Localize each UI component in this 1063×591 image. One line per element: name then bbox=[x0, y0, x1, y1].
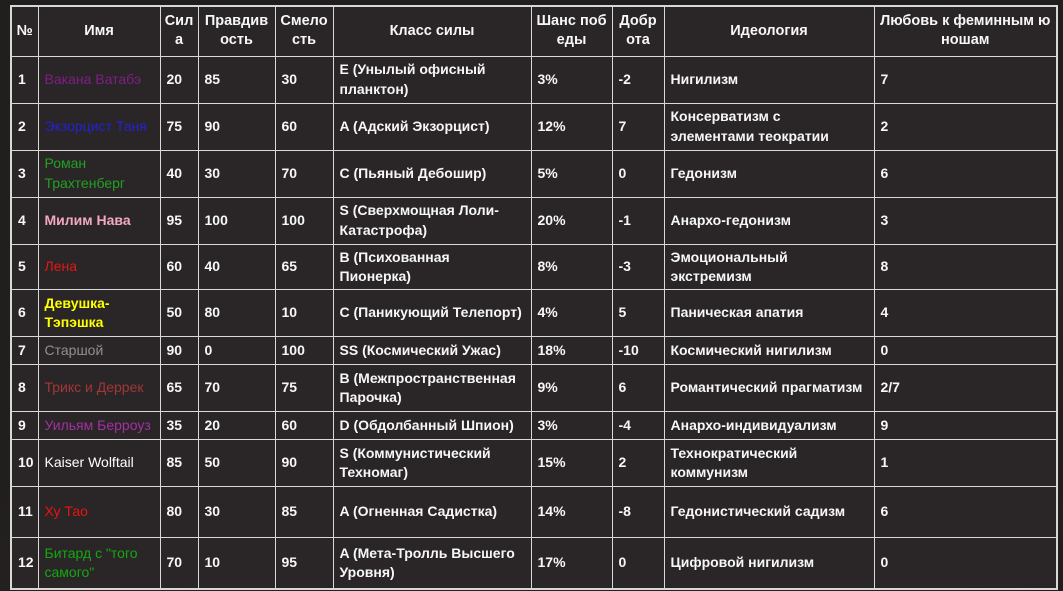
cell-name: Лена bbox=[38, 244, 160, 289]
cell-courage: 30 bbox=[275, 56, 333, 103]
column-header-win_chance: Шанс победы bbox=[531, 6, 612, 56]
table-row bbox=[11, 537, 1057, 589]
column-header-strength: Сила bbox=[160, 6, 198, 56]
cell-kindness: 6 bbox=[612, 364, 664, 411]
cell-strength: 40 bbox=[160, 150, 198, 197]
cell-kindness: -8 bbox=[612, 486, 664, 537]
cell-name: Роман Трахтенберг bbox=[38, 150, 160, 197]
cell-name: Уильям Берроуз bbox=[38, 411, 160, 439]
characters-table bbox=[10, 5, 1058, 590]
cell-love_fem_boys: 8 bbox=[874, 244, 1057, 289]
cell-name: Kaiser Wolftail bbox=[38, 439, 160, 486]
cell-ideology: Гедонизм bbox=[664, 150, 874, 197]
cell-num: 8 bbox=[11, 364, 38, 411]
cell-courage: 75 bbox=[275, 364, 333, 411]
cell-truthfulness: 20 bbox=[198, 411, 275, 439]
cell-love_fem_boys: 3 bbox=[874, 197, 1057, 244]
column-header-num: № bbox=[11, 6, 38, 56]
cell-kindness: -2 bbox=[612, 56, 664, 103]
cell-courage: 90 bbox=[275, 439, 333, 486]
cell-kindness: -1 bbox=[612, 197, 664, 244]
cell-truthfulness: 10 bbox=[198, 537, 275, 589]
cell-strength: 95 bbox=[160, 197, 198, 244]
cell-num: 4 bbox=[11, 197, 38, 244]
cell-love_fem_boys: 6 bbox=[874, 486, 1057, 537]
cell-power_class: A (Адский Экзорцист) bbox=[333, 103, 531, 150]
cell-win_chance: 20% bbox=[531, 197, 612, 244]
cell-courage: 60 bbox=[275, 103, 333, 150]
cell-courage: 100 bbox=[275, 336, 333, 364]
cell-win_chance: 9% bbox=[531, 364, 612, 411]
cell-name: Старшой bbox=[38, 336, 160, 364]
cell-love_fem_boys: 7 bbox=[874, 56, 1057, 103]
cell-truthfulness: 30 bbox=[198, 150, 275, 197]
table-row bbox=[11, 486, 1057, 537]
cell-courage: 60 bbox=[275, 411, 333, 439]
cell-power_class: S (Коммунистический Техномаг) bbox=[333, 439, 531, 486]
cell-power_class: E (Унылый офисный планктон) bbox=[333, 56, 531, 103]
cell-love_fem_boys: 9 bbox=[874, 411, 1057, 439]
cell-win_chance: 3% bbox=[531, 411, 612, 439]
cell-kindness: -3 bbox=[612, 244, 664, 289]
cell-truthfulness: 80 bbox=[198, 289, 275, 336]
cell-truthfulness: 50 bbox=[198, 439, 275, 486]
cell-win_chance: 15% bbox=[531, 439, 612, 486]
cell-kindness: -4 bbox=[612, 411, 664, 439]
cell-name: Девушка-Тэпэшка bbox=[38, 289, 160, 336]
cell-name: Ху Тао bbox=[38, 486, 160, 537]
cell-power_class: A (Огненная Садистка) bbox=[333, 486, 531, 537]
cell-num: 3 bbox=[11, 150, 38, 197]
cell-power_class: B (Психованная Пионерка) bbox=[333, 244, 531, 289]
cell-win_chance: 4% bbox=[531, 289, 612, 336]
cell-name: Милим Нава bbox=[38, 197, 160, 244]
table-row bbox=[11, 439, 1057, 486]
cell-kindness: 2 bbox=[612, 439, 664, 486]
cell-win_chance: 14% bbox=[531, 486, 612, 537]
cell-power_class: D (Обдолбанный Шпион) bbox=[333, 411, 531, 439]
table-row bbox=[11, 244, 1057, 289]
cell-win_chance: 17% bbox=[531, 537, 612, 589]
cell-ideology: Анархо-гедонизм bbox=[664, 197, 874, 244]
cell-courage: 85 bbox=[275, 486, 333, 537]
table-row bbox=[11, 56, 1057, 103]
cell-num: 12 bbox=[11, 537, 38, 589]
cell-truthfulness: 70 bbox=[198, 364, 275, 411]
table-row bbox=[11, 150, 1057, 197]
cell-ideology: Космический нигилизм bbox=[664, 336, 874, 364]
table-body bbox=[11, 56, 1057, 589]
table-row bbox=[11, 336, 1057, 364]
table-header bbox=[11, 6, 1057, 56]
cell-kindness: 7 bbox=[612, 103, 664, 150]
cell-courage: 100 bbox=[275, 197, 333, 244]
cell-love_fem_boys: 6 bbox=[874, 150, 1057, 197]
column-header-courage: Смелость bbox=[275, 6, 333, 56]
cell-love_fem_boys: 2 bbox=[874, 103, 1057, 150]
cell-courage: 10 bbox=[275, 289, 333, 336]
cell-kindness: 0 bbox=[612, 537, 664, 589]
cell-strength: 75 bbox=[160, 103, 198, 150]
cell-win_chance: 12% bbox=[531, 103, 612, 150]
cell-love_fem_boys: 1 bbox=[874, 439, 1057, 486]
cell-truthfulness: 100 bbox=[198, 197, 275, 244]
cell-ideology: Технократический коммунизм bbox=[664, 439, 874, 486]
cell-win_chance: 5% bbox=[531, 150, 612, 197]
cell-power_class: S (Сверхмощная Лоли-Катастрофа) bbox=[333, 197, 531, 244]
cell-strength: 60 bbox=[160, 244, 198, 289]
cell-num: 7 bbox=[11, 336, 38, 364]
cell-ideology: Гедонистический садизм bbox=[664, 486, 874, 537]
cell-power_class: SS (Космический Ужас) bbox=[333, 336, 531, 364]
cell-truthfulness: 30 bbox=[198, 486, 275, 537]
column-header-truthfulness: Правдивость bbox=[198, 6, 275, 56]
cell-truthfulness: 85 bbox=[198, 56, 275, 103]
cell-truthfulness: 0 bbox=[198, 336, 275, 364]
cell-ideology: Эмоциональный экстремизм bbox=[664, 244, 874, 289]
cell-strength: 50 bbox=[160, 289, 198, 336]
column-header-kindness: Доброта bbox=[612, 6, 664, 56]
cell-love_fem_boys: 4 bbox=[874, 289, 1057, 336]
cell-ideology: Цифровой нигилизм bbox=[664, 537, 874, 589]
cell-name: Трикс и Деррек bbox=[38, 364, 160, 411]
table-row bbox=[11, 289, 1057, 336]
cell-power_class: B (Межпространственная Парочка) bbox=[333, 364, 531, 411]
table-row bbox=[11, 197, 1057, 244]
cell-num: 1 bbox=[11, 56, 38, 103]
cell-win_chance: 18% bbox=[531, 336, 612, 364]
cell-power_class: C (Паникующий Телепорт) bbox=[333, 289, 531, 336]
cell-strength: 20 bbox=[160, 56, 198, 103]
cell-ideology: Романтический прагматизм bbox=[664, 364, 874, 411]
cell-strength: 85 bbox=[160, 439, 198, 486]
cell-kindness: 5 bbox=[612, 289, 664, 336]
cell-strength: 70 bbox=[160, 537, 198, 589]
table-row bbox=[11, 103, 1057, 150]
cell-strength: 90 bbox=[160, 336, 198, 364]
cell-name: Вакана Ватабэ bbox=[38, 56, 160, 103]
column-header-love_fem_boys: Любовь к феминным юношам bbox=[874, 6, 1057, 56]
cell-num: 9 bbox=[11, 411, 38, 439]
cell-love_fem_boys: 0 bbox=[874, 537, 1057, 589]
column-header-ideology: Идеология bbox=[664, 6, 874, 56]
cell-num: 11 bbox=[11, 486, 38, 537]
cell-win_chance: 8% bbox=[531, 244, 612, 289]
cell-num: 5 bbox=[11, 244, 38, 289]
cell-power_class: A (Мета-Тролль Высшего Уровня) bbox=[333, 537, 531, 589]
column-header-power_class: Класс силы bbox=[333, 6, 531, 56]
cell-num: 6 bbox=[11, 289, 38, 336]
cell-ideology: Нигилизм bbox=[664, 56, 874, 103]
cell-love_fem_boys: 2/7 bbox=[874, 364, 1057, 411]
cell-kindness: -10 bbox=[612, 336, 664, 364]
cell-strength: 80 bbox=[160, 486, 198, 537]
cell-win_chance: 3% bbox=[531, 56, 612, 103]
header-row bbox=[11, 6, 1057, 56]
cell-truthfulness: 40 bbox=[198, 244, 275, 289]
cell-courage: 95 bbox=[275, 537, 333, 589]
column-header-name: Имя bbox=[38, 6, 160, 56]
cell-name: Экзорцист Таня bbox=[38, 103, 160, 150]
cell-ideology: Консерватизм с элементами теократии bbox=[664, 103, 874, 150]
cell-strength: 65 bbox=[160, 364, 198, 411]
table-row bbox=[11, 411, 1057, 439]
cell-ideology: Паническая апатия bbox=[664, 289, 874, 336]
cell-courage: 70 bbox=[275, 150, 333, 197]
cell-love_fem_boys: 0 bbox=[874, 336, 1057, 364]
table-row bbox=[11, 364, 1057, 411]
cell-name: Битард с "того самого" bbox=[38, 537, 160, 589]
cell-courage: 65 bbox=[275, 244, 333, 289]
cell-num: 10 bbox=[11, 439, 38, 486]
cell-truthfulness: 90 bbox=[198, 103, 275, 150]
cell-kindness: 0 bbox=[612, 150, 664, 197]
cell-power_class: C (Пьяный Дебошир) bbox=[333, 150, 531, 197]
cell-ideology: Анархо-индивидуализм bbox=[664, 411, 874, 439]
cell-num: 2 bbox=[11, 103, 38, 150]
cell-strength: 35 bbox=[160, 411, 198, 439]
